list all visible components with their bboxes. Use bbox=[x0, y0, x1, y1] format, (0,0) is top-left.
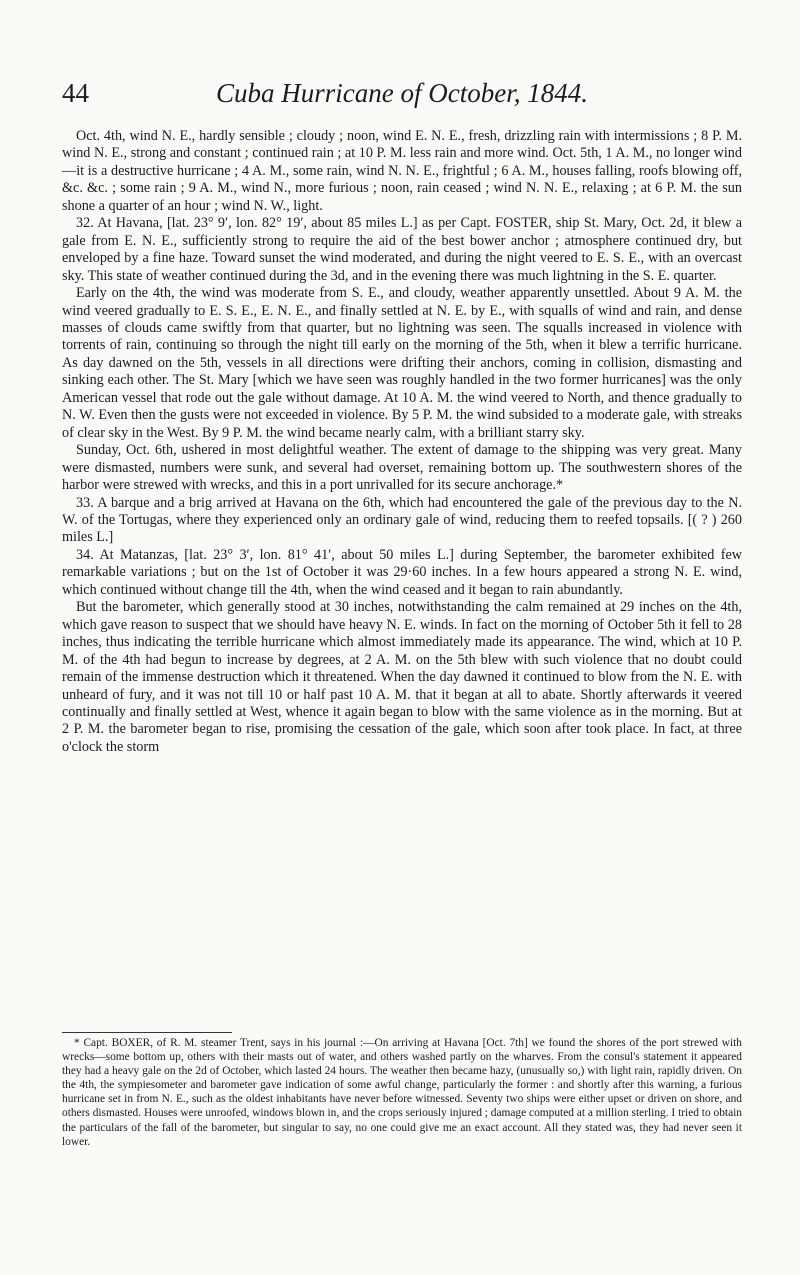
footnote-divider bbox=[62, 1032, 232, 1033]
paragraph-sunday-6th: Sunday, Oct. 6th, ushered in most delightful weather. The extent of damage to the shipping was very great. Many were dismasted, numbers were sunk, and several had overset, remaining bottom up. The southwestern shores of the harbor were strewed with wrecks, and this in a port unrivalled for its secure anchorage.* bbox=[62, 442, 742, 494]
page-number: 44 bbox=[62, 78, 89, 108]
footnote-text: * Capt. BOXER, of R. M. steamer Trent, says in his journal :—On arriving at Havana [Oct. 7th] we found the shores of the port strewed with wrecks—some bottom up, others with their masts out of water, and others washed partly on the wharves. From the consul's statement it appeared they had a heavy gale on the 2d of October, which lasted 24 hours. The weather then became hazy, (unusually so,) with light rain, rapidly driven. On the 4th, the sympiesometer and barometer gave indication of some awful change, particularly the former : and shortly after this warning, a furious hurricane set in from N. E., such as the oldest inhabitants have never before witnessed. Seventy two ships were either upset or driven on shore, and others dismasted. Houses were unroofed, windows blown in, and the crops seriously injured ; damage computed at a million sterling. I tried to obtain the particulars of the fall of the barometer, but singular to say, no one could give me an exact account. All they stated was, they had never seen it lower. bbox=[62, 1037, 742, 1148]
paragraph-32-havana: 32. At Havana, [lat. 23° 9′, lon. 82° 19′, about 85 miles L.] as per Capt. FOSTER, ship St. Mary, Oct. 2d, it blew a gale from E. N. E., sufficiently strong to require the aid of the best bower anchor ; atmosphere continued dry, but enveloped by a fine haze. Toward sunset the wind moderated, and during the night veered to E. S. E., with an overcast sky. This state of weather continued during the 3d, and in the evening there was much lightning in the S. E. quarter. bbox=[62, 215, 742, 284]
body-text bbox=[62, 128, 742, 756]
footnote bbox=[62, 1036, 742, 1149]
paragraph-33-barque: 33. A barque and a brig arrived at Havana on the 6th, which had encountered the gale of the previous day to the N. W. of the Tortugas, where they experienced only an ordinary gale of wind, reducing them to reefed topsails. [( ? ) 260 miles L.] bbox=[62, 494, 742, 546]
running-head bbox=[62, 0, 742, 108]
paragraph-oct-4th: Oct. 4th, wind N. E., hardly sensible ; cloudy ; noon, wind E. N. E., fresh, drizzling rain with intermissions ; 8 P. M. wind N. E., strong and constant ; continued rain ; at 10 P. M. less rain and more wind. Oct. 5th, 1 A. M., no longer wind—it is a destructive hurricane ; 4 A. M., some rain, wind N. N. E., frightful ; 6 A. M., houses falling, roofs blowing off, &c. &c. ; some rain ; 9 A. M., wind N., more furious ; noon, rain ceased ; wind N. N. E., relaxing ; at 6 P. M. the sun shone a quarter of an hour ; wind N. W., light. bbox=[62, 128, 742, 214]
running-title: Cuba Hurricane of October, 1844. bbox=[216, 78, 588, 108]
paragraph-barometer: But the barometer, which generally stood at 30 inches, notwithstanding the calm remained at 29 inches on the 4th, which gave reason to suspect that we should have heavy N. E. winds. In fact on the morning of October 5th it fell to 28 inches, thus indicating the terrible hurricane which almost immediately made its appearance. The wind, which at 10 P. M. of the 4th had begun to increase by degrees, at 2 A. M. on the 5th blew with such violence that no doubt could remain of the immense destruction which it threatened. When the day dawned it continued to blow from the N. E. with unheard of fury, and it was not till 10 or half past 10 A. M. that it began at all to abate. Shortly afterwards it veered continually and finally settled at West, whence it again began to blow with the same violence as in the morning. But at 2 P. M. the barometer began to rise, promising the cessation of the gale, which soon after took place. In fact, at three o'clock the storm bbox=[62, 599, 742, 755]
paragraph-early-4th: Early on the 4th, the wind was moderate from S. E., and cloudy, weather apparently unsettled. About 9 A. M. the wind veered gradually to E. S. E., E. N. E., and finally settled at N. E. by E., with squalls of wind and rain, and dense masses of clouds came swiftly from that quarter, but no lightning was seen. The squalls increased in violence with torrents of rain, continuing so through the night till early on the morning of the 5th, when it blew a terrific hurricane. As day dawned on the 5th, vessels in all directions were drifting their anchors, coming in collision, dismasting and sinking each other. The St. Mary [which we have seen was roughly handled in the two former hurricanes] was the only American vessel that rode out the gale without damage. At 10 A. M. the wind veered to North, and thence gradually to N. W. Even then the gusts were not exceeded in violence. By 5 P. M. the wind subsided to a moderate gale, with streaks of clear sky in the West. By 9 P. M. the wind became nearly calm, with a brilliant starry sky. bbox=[62, 285, 742, 441]
paragraph-34-matanzas: 34. At Matanzas, [lat. 23° 3′, lon. 81° 41′, about 50 miles L.] during September, the barometer exhibited few remarkable variations ; but on the 1st of October it was 29·60 inches. In a few hours appeared a strong N. E. wind, which continued without change till the 4th, when the wind ceased and it began to rain abundantly. bbox=[62, 546, 742, 598]
